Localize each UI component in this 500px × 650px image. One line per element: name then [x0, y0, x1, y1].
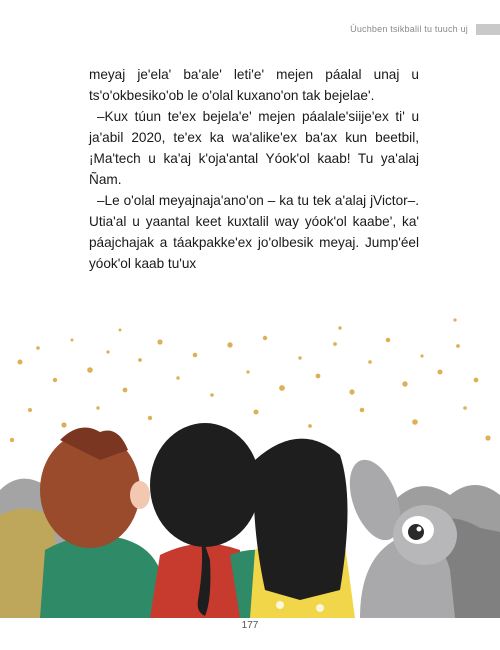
- page-number: 177: [241, 620, 259, 631]
- girl-long-hair: [250, 439, 355, 618]
- paragraph: meyaj je'ela' ba'ale' leti'e' mejen páalal unaj u ts'o'okbesiko'ob le o'olal kuxano'on tak bejelae'.: [89, 67, 419, 103]
- boy-brown-hair: [40, 428, 170, 619]
- story-illustration: [0, 300, 500, 618]
- body-text: [89, 64, 419, 274]
- paragraph: –Le o'olal meyajnaja'ano'on – ka tu tek a'alaj jVictor–. Utia'al u yaantal keet kuxtalil way yóok'ol kaabe', ka' páajchajak a táakpakke'ex jo'olbesik meyaj. Jump'éel yóok'ol kaab tu'ux: [89, 193, 419, 271]
- sparkles: [10, 318, 491, 442]
- paragraph: –Kux túun te'ex bejela'e' mejen páalale'siije'ex ti' u ja'abil 2020, te'ex ka wa'alike'ex ba'ax kun beetbil, ¡Ma'tech u ka'aj k'oja'antal Yóok'ol kaab! Tu ya'alaj Ñam.: [89, 109, 419, 187]
- header-tab-bar: [476, 24, 500, 35]
- running-title: Úuchben tsikbalil tu tuuch uj: [350, 24, 468, 34]
- running-header: [350, 22, 500, 36]
- rabbit: [340, 453, 457, 618]
